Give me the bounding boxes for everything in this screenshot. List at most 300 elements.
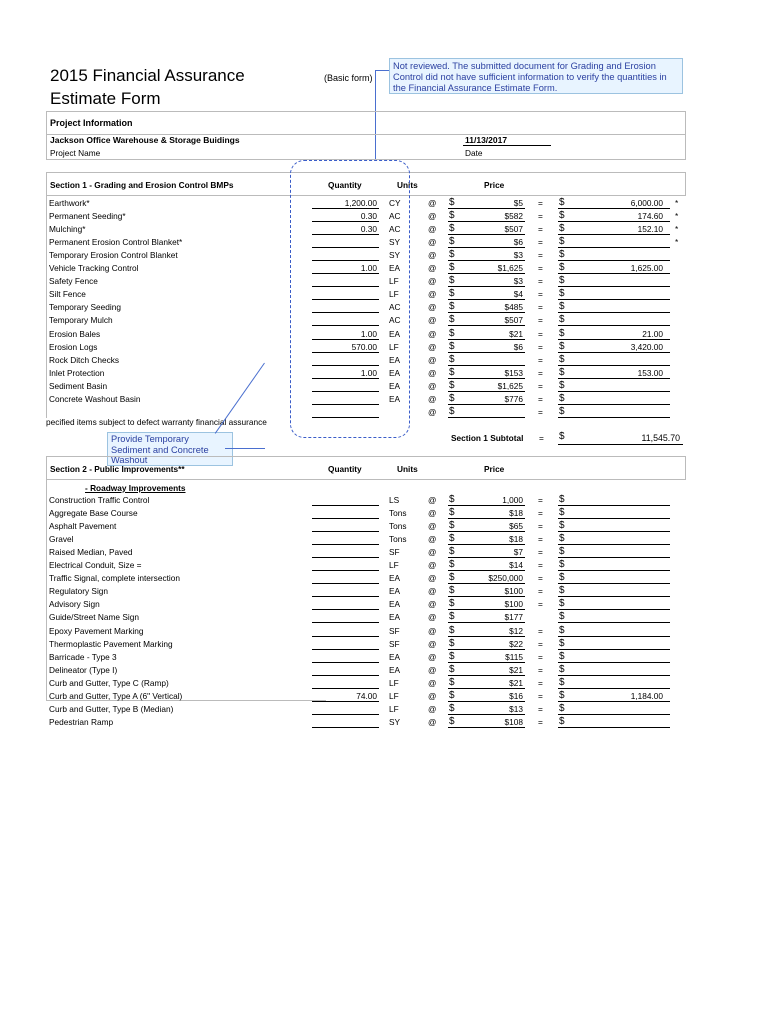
total-underline bbox=[558, 391, 670, 392]
dollar-sign: $ bbox=[449, 327, 455, 339]
unit-label: EA bbox=[389, 573, 401, 584]
price-underline bbox=[448, 609, 525, 610]
unit-price: $108 bbox=[504, 716, 523, 727]
unit-label: EA bbox=[389, 263, 401, 274]
unit-price: $21 bbox=[509, 677, 523, 688]
item-name: Erosion Logs bbox=[49, 341, 98, 352]
dollar-sign: $ bbox=[559, 572, 565, 584]
total-underline bbox=[558, 596, 670, 597]
equals-sign: = bbox=[538, 289, 543, 300]
price-underline bbox=[448, 273, 525, 274]
at-sign: @ bbox=[428, 573, 437, 584]
warranty-marker: * bbox=[675, 198, 679, 208]
price-underline bbox=[448, 622, 525, 623]
unit-label: CY bbox=[389, 198, 401, 208]
unit-label: SF bbox=[389, 638, 400, 649]
total-underline bbox=[558, 365, 670, 366]
equals-sign: = bbox=[538, 573, 543, 584]
dollar-sign: $ bbox=[449, 314, 455, 326]
dollar-sign: $ bbox=[449, 210, 455, 222]
price-underline bbox=[448, 727, 525, 728]
at-sign: @ bbox=[428, 315, 437, 326]
dollar-sign: $ bbox=[559, 507, 565, 519]
at-sign: @ bbox=[428, 198, 437, 208]
line-total: 1,625.00 bbox=[630, 263, 663, 274]
price-underline bbox=[448, 505, 525, 506]
price-underline bbox=[448, 312, 525, 313]
at-sign: @ bbox=[428, 586, 437, 597]
item-name: Permanent Erosion Control Blanket* bbox=[49, 237, 183, 248]
quantity-field[interactable]: 74.00 bbox=[356, 690, 377, 701]
total-underline bbox=[558, 505, 670, 506]
equals-sign: = bbox=[538, 198, 543, 208]
unit-label: EA bbox=[389, 586, 401, 597]
revision-cloud bbox=[290, 160, 410, 438]
dollar-sign: $ bbox=[559, 223, 565, 235]
unit-price: $16 bbox=[509, 690, 523, 701]
total-underline bbox=[558, 662, 670, 663]
dollar-sign: $ bbox=[559, 353, 565, 365]
price-underline bbox=[448, 596, 525, 597]
item-name: Barricade - Type 3 bbox=[49, 651, 117, 662]
dollar-sign: $ bbox=[449, 624, 455, 636]
table-row bbox=[46, 677, 686, 690]
item-name: Thermoplastic Pavement Marking bbox=[49, 638, 173, 649]
dollar-sign: $ bbox=[559, 197, 565, 208]
item-name: Delineator (Type I) bbox=[49, 664, 118, 675]
unit-price: $776 bbox=[504, 393, 523, 404]
quantity-underline bbox=[312, 518, 379, 519]
equals-sign: = bbox=[538, 367, 543, 378]
table-row bbox=[46, 533, 686, 546]
item-name: Earthwork* bbox=[49, 198, 90, 208]
total-underline bbox=[558, 675, 670, 676]
date-value[interactable]: 11/13/2017 bbox=[465, 135, 508, 145]
equals-sign: = bbox=[538, 651, 543, 662]
total-underline bbox=[558, 636, 670, 637]
unit-price: $115 bbox=[505, 651, 523, 662]
total-underline bbox=[558, 714, 670, 715]
price-underline bbox=[448, 417, 525, 418]
dollar-sign: $ bbox=[559, 650, 565, 662]
total-underline bbox=[558, 583, 670, 584]
dollar-sign: $ bbox=[559, 715, 565, 727]
at-sign: @ bbox=[428, 495, 437, 505]
equals-sign: = bbox=[538, 625, 543, 636]
item-name: Aggregate Base Course bbox=[49, 508, 138, 519]
table-row bbox=[46, 664, 686, 677]
unit-price: $507 bbox=[504, 315, 523, 326]
dollar-sign: $ bbox=[449, 197, 455, 208]
table-row bbox=[46, 572, 686, 585]
table-row bbox=[46, 611, 686, 624]
quantity-underline bbox=[312, 649, 379, 650]
unit-price: $6 bbox=[513, 341, 523, 352]
at-sign: @ bbox=[428, 367, 437, 378]
dollar-sign: $ bbox=[559, 585, 565, 597]
equals-sign: = bbox=[538, 599, 543, 610]
unit-price: $4 bbox=[513, 289, 523, 300]
equals-sign: = bbox=[538, 237, 543, 248]
dollar-sign: $ bbox=[449, 715, 455, 727]
quantity-underline bbox=[312, 596, 379, 597]
total-underline bbox=[558, 609, 670, 610]
price-underline bbox=[448, 675, 525, 676]
total-underline bbox=[558, 570, 670, 571]
unit-price: $250,000 bbox=[488, 573, 523, 584]
dollar-sign: $ bbox=[559, 546, 565, 558]
quantity-field[interactable]: 1.00 bbox=[360, 263, 377, 274]
unit-price: $6 bbox=[513, 237, 523, 248]
equals-sign: = bbox=[538, 664, 543, 675]
section2-header: Section 2 - Public Improvements** Quantity Units Price bbox=[46, 456, 686, 480]
quantity-underline bbox=[312, 544, 379, 545]
quantity-field[interactable]: 1.00 bbox=[360, 367, 377, 378]
price-underline bbox=[448, 688, 525, 689]
dollar-sign: $ bbox=[559, 288, 565, 300]
at-sign: @ bbox=[428, 289, 437, 300]
price-underline bbox=[448, 583, 525, 584]
equals-sign: = bbox=[538, 638, 543, 649]
equals-sign: = bbox=[538, 495, 543, 505]
project-name-label: Project Name bbox=[50, 148, 101, 158]
table-row bbox=[46, 520, 686, 533]
line-total: 21.00 bbox=[642, 328, 663, 339]
total-underline bbox=[558, 544, 670, 545]
dollar-sign: $ bbox=[559, 249, 565, 261]
item-name: Regulatory Sign bbox=[49, 586, 109, 597]
quantity-underline bbox=[312, 583, 379, 584]
dollar-sign: $ bbox=[559, 301, 565, 313]
dollar-sign: $ bbox=[559, 236, 565, 248]
unit-price: $153 bbox=[504, 367, 523, 378]
unit-price: $100 bbox=[504, 599, 523, 610]
unit-label: AC bbox=[389, 302, 401, 313]
dollar-sign: $ bbox=[559, 559, 565, 571]
dollar-sign: $ bbox=[449, 366, 455, 378]
dollar-sign: $ bbox=[449, 236, 455, 248]
equals-sign: = bbox=[538, 703, 543, 714]
equals-sign: = bbox=[538, 586, 543, 597]
dollar-sign: $ bbox=[449, 392, 455, 404]
dollar-sign: $ bbox=[449, 585, 455, 597]
price-underline bbox=[448, 636, 525, 637]
equals-sign: = bbox=[538, 276, 543, 287]
unit-price: $18 bbox=[509, 534, 523, 545]
unit-price: $3 bbox=[513, 250, 523, 261]
total-underline bbox=[558, 325, 670, 326]
unit-label: EA bbox=[389, 599, 401, 610]
unit-label: SF bbox=[389, 547, 400, 558]
table-row bbox=[46, 598, 686, 611]
section1-subtotal-label: Section 1 Subtotal bbox=[451, 433, 524, 443]
total-underline bbox=[558, 260, 670, 261]
table-row bbox=[46, 625, 686, 638]
unit-price: $21 bbox=[509, 664, 523, 675]
table-row bbox=[46, 690, 686, 703]
price-underline bbox=[448, 365, 525, 366]
total-underline bbox=[558, 299, 670, 300]
dollar-sign: $ bbox=[449, 353, 455, 365]
total-underline bbox=[558, 701, 670, 702]
price-underline bbox=[448, 557, 525, 558]
dollar-sign: $ bbox=[449, 598, 455, 610]
unit-label: AC bbox=[389, 315, 401, 326]
section1-header: Section 1 - Grading and Erosion Control BMPs Quantity Units Price bbox=[46, 172, 686, 196]
equals-sign: = bbox=[538, 406, 543, 417]
total-underline bbox=[558, 557, 670, 558]
dollar-sign: $ bbox=[449, 650, 455, 662]
item-name: Curb and Gutter, Type C (Ramp) bbox=[49, 677, 169, 688]
quantity-field[interactable]: 1.00 bbox=[360, 328, 377, 339]
item-name: Mulching* bbox=[49, 224, 86, 235]
item-name: Inlet Protection bbox=[49, 367, 105, 378]
quantity-underline bbox=[312, 531, 379, 532]
at-sign: @ bbox=[428, 716, 437, 727]
at-sign: @ bbox=[428, 651, 437, 662]
project-name-value[interactable]: Jackson Office Warehouse & Storage Buidings bbox=[50, 135, 240, 145]
at-sign: @ bbox=[428, 521, 437, 532]
dollar-sign: $ bbox=[449, 223, 455, 235]
equals-sign: = bbox=[538, 328, 543, 339]
quantity-underline bbox=[312, 662, 379, 663]
item-name: Rock Ditch Checks bbox=[49, 354, 120, 365]
unit-label: LS bbox=[389, 495, 400, 505]
callout-washout: Provide Temporary Sediment and Concrete Washout bbox=[107, 432, 233, 466]
dollar-sign: $ bbox=[559, 598, 565, 610]
unit-label: LF bbox=[389, 690, 399, 701]
unit-price: $177 bbox=[504, 612, 523, 623]
table-row bbox=[46, 507, 686, 520]
at-sign: @ bbox=[428, 560, 437, 571]
dollar-sign: $ bbox=[559, 275, 565, 287]
line-total: 152.10 bbox=[637, 224, 663, 235]
at-sign: @ bbox=[428, 625, 437, 636]
project-info-header: Project Information bbox=[46, 111, 686, 135]
line-total: 153.00 bbox=[637, 367, 663, 378]
quantity-field[interactable]: 0.30 bbox=[360, 224, 377, 235]
section1-subtotal-value: 11,545.70 bbox=[641, 433, 680, 443]
item-name: Curb and Gutter, Type B (Median) bbox=[49, 703, 174, 714]
quantity-field[interactable]: 570.00 bbox=[351, 341, 377, 352]
at-sign: @ bbox=[428, 263, 437, 274]
price-underline bbox=[448, 378, 525, 379]
dollar-sign: $ bbox=[559, 676, 565, 688]
total-underline bbox=[558, 518, 670, 519]
item-name: Temporary Erosion Control Blanket bbox=[49, 250, 178, 261]
price-underline bbox=[448, 286, 525, 287]
warranty-marker: * bbox=[675, 237, 679, 248]
quantity-field[interactable]: 0.30 bbox=[360, 211, 377, 222]
item-name: Erosion Bales bbox=[49, 328, 101, 339]
dollar-sign: $ bbox=[449, 637, 455, 649]
item-name: Silt Fence bbox=[49, 289, 86, 300]
total-underline bbox=[558, 352, 670, 353]
total-underline bbox=[558, 688, 670, 689]
dollar-sign: $ bbox=[559, 340, 565, 352]
quantity-underline bbox=[312, 609, 379, 610]
total-underline bbox=[558, 339, 670, 340]
at-sign: @ bbox=[428, 354, 437, 365]
line-total: 6,000.00 bbox=[630, 198, 663, 208]
item-name: Pedestrian Ramp bbox=[49, 716, 114, 727]
unit-price: $7 bbox=[513, 547, 523, 558]
dollar-sign: $ bbox=[559, 624, 565, 636]
dollar-sign: $ bbox=[449, 507, 455, 519]
unit-label: AC bbox=[389, 211, 401, 222]
price-underline bbox=[448, 221, 525, 222]
unit-label: EA bbox=[389, 380, 401, 391]
dollar-sign: $ bbox=[559, 327, 565, 339]
quantity-underline bbox=[312, 701, 379, 702]
unit-label: SY bbox=[389, 716, 401, 727]
at-sign: @ bbox=[428, 211, 437, 222]
at-sign: @ bbox=[428, 276, 437, 287]
at-sign: @ bbox=[428, 393, 437, 404]
dollar-sign: $ bbox=[449, 340, 455, 352]
dollar-sign: $ bbox=[559, 533, 565, 545]
dollar-sign: $ bbox=[449, 533, 455, 545]
at-sign: @ bbox=[428, 406, 437, 417]
item-name: Curb and Gutter, Type A (6" Vertical) bbox=[49, 690, 183, 701]
item-name: Raised Median, Paved bbox=[49, 547, 133, 558]
item-name: Safety Fence bbox=[49, 276, 98, 287]
at-sign: @ bbox=[428, 664, 437, 675]
price-underline bbox=[448, 570, 525, 571]
equals-sign: = bbox=[538, 302, 543, 313]
dollar-sign: $ bbox=[449, 559, 455, 571]
dollar-sign: $ bbox=[559, 702, 565, 714]
item-name: Guide/Street Name Sign bbox=[49, 612, 139, 623]
item-name: Epoxy Pavement Marking bbox=[49, 625, 144, 636]
price-underline bbox=[448, 234, 525, 235]
item-name: Advisory Sign bbox=[49, 599, 100, 610]
price-underline bbox=[448, 260, 525, 261]
project-info-body bbox=[46, 133, 686, 160]
date-label: Date bbox=[465, 148, 483, 158]
dollar-sign: $ bbox=[449, 520, 455, 532]
unit-label: Tons bbox=[389, 534, 407, 545]
price-underline bbox=[448, 544, 525, 545]
unit-label: LF bbox=[389, 289, 399, 300]
equals-sign: = bbox=[538, 315, 543, 326]
unit-label: AC bbox=[389, 224, 401, 235]
dollar-sign: $ bbox=[559, 366, 565, 378]
unit-price: $13 bbox=[509, 703, 523, 714]
at-sign: @ bbox=[428, 224, 437, 235]
quantity-underline bbox=[312, 505, 379, 506]
form-title: 2015 Financial Assurance Estimate Form bbox=[50, 66, 245, 108]
equals-sign: = bbox=[538, 263, 543, 274]
unit-label: EA bbox=[389, 367, 401, 378]
unit-label: Tons bbox=[389, 521, 407, 532]
item-name: Vehicle Tracking Control bbox=[49, 263, 139, 274]
price-underline bbox=[448, 325, 525, 326]
equals-sign: = bbox=[538, 250, 543, 261]
line-total: 1,184.00 bbox=[630, 690, 663, 701]
dollar-sign: $ bbox=[449, 288, 455, 300]
unit-label: LF bbox=[389, 276, 399, 287]
dollar-sign: $ bbox=[559, 637, 565, 649]
quantity-underline bbox=[312, 570, 379, 571]
table-row bbox=[46, 559, 686, 572]
quantity-field[interactable]: 1,200.00 bbox=[344, 198, 377, 208]
total-underline bbox=[558, 286, 670, 287]
total-underline bbox=[558, 378, 670, 379]
price-underline bbox=[448, 701, 525, 702]
item-name: Temporary Seeding bbox=[49, 302, 121, 313]
price-underline bbox=[448, 339, 525, 340]
item-name: Gravel bbox=[49, 534, 74, 545]
unit-label: EA bbox=[389, 651, 401, 662]
equals-sign: = bbox=[538, 534, 543, 545]
unit-price: $1,625 bbox=[497, 380, 523, 391]
dollar-sign: $ bbox=[559, 262, 565, 274]
roadway-subheading: - Roadway Improvements bbox=[85, 483, 186, 493]
line-total: 3,420.00 bbox=[630, 341, 663, 352]
dollar-sign: $ bbox=[559, 405, 565, 417]
unit-label: LF bbox=[389, 560, 399, 571]
total-underline bbox=[558, 208, 670, 209]
dollar-sign: $ bbox=[559, 520, 565, 532]
item-name: Traffic Signal, complete intersection bbox=[49, 573, 180, 584]
line-total: 174.60 bbox=[637, 211, 663, 222]
unit-price: $5 bbox=[513, 198, 523, 208]
price-underline bbox=[448, 299, 525, 300]
unit-price: $22 bbox=[509, 638, 523, 649]
unit-price: $18 bbox=[509, 508, 523, 519]
quantity-underline bbox=[312, 675, 379, 676]
table-row bbox=[46, 651, 686, 664]
equals-sign: = bbox=[538, 690, 543, 701]
unit-price: $485 bbox=[504, 302, 523, 313]
unit-price: $1,625 bbox=[497, 263, 523, 274]
dollar-sign: $ bbox=[559, 314, 565, 326]
dollar-sign: $ bbox=[449, 702, 455, 714]
equals-sign: = bbox=[538, 393, 543, 404]
item-name: Electrical Conduit, Size = bbox=[49, 560, 142, 571]
at-sign: @ bbox=[428, 380, 437, 391]
total-underline bbox=[558, 531, 670, 532]
quantity-underline bbox=[312, 688, 379, 689]
dollar-sign: $ bbox=[449, 405, 455, 417]
unit-label: Tons bbox=[389, 508, 407, 519]
table-row bbox=[46, 494, 686, 507]
warranty-marker: * bbox=[675, 224, 679, 235]
price-underline bbox=[448, 649, 525, 650]
at-sign: @ bbox=[428, 302, 437, 313]
unit-price: $65 bbox=[509, 521, 523, 532]
unit-price: 1,000 bbox=[502, 495, 523, 505]
dollar-sign: $ bbox=[449, 275, 455, 287]
unit-price: $12 bbox=[509, 625, 523, 636]
review-note: Not reviewed. The submitted document for Grading and Erosion Control did not have sufficient information to verify the quantities in the Financial Assurance Estimate Form. bbox=[389, 58, 683, 94]
dollar-sign: $ bbox=[449, 689, 455, 701]
section1-footnote: pecified items subject to defect warranty financial assurance bbox=[46, 417, 267, 427]
equals-sign: = bbox=[538, 547, 543, 558]
price-underline bbox=[448, 518, 525, 519]
dollar-sign: $ bbox=[449, 572, 455, 584]
total-underline bbox=[558, 649, 670, 650]
quantity-underline bbox=[312, 557, 379, 558]
total-underline bbox=[558, 417, 670, 418]
price-underline bbox=[448, 404, 525, 405]
item-name: Temporary Mulch bbox=[49, 315, 113, 326]
dollar-sign: $ bbox=[559, 379, 565, 391]
dollar-sign: $ bbox=[559, 611, 565, 623]
dollar-sign: $ bbox=[449, 611, 455, 623]
at-sign: @ bbox=[428, 599, 437, 610]
